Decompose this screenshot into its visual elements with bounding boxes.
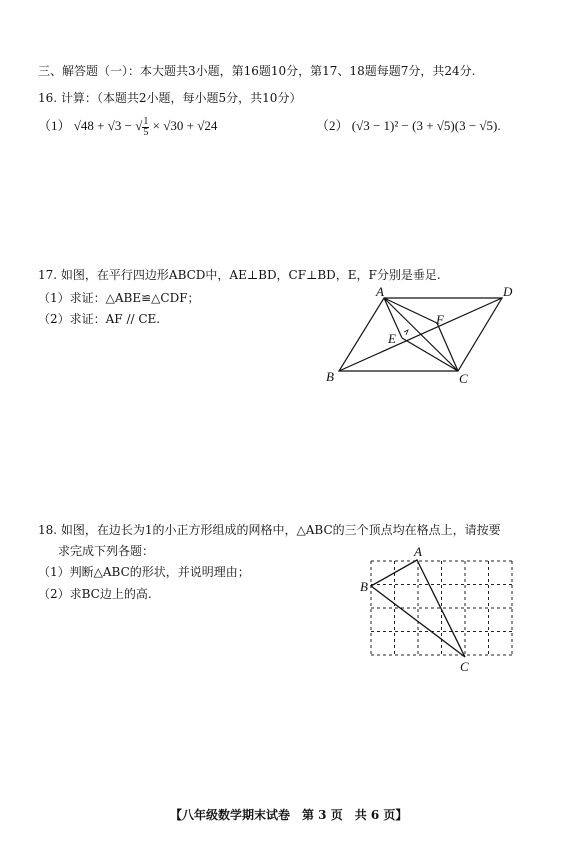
q16-p1-op2: −: [124, 118, 132, 133]
q16-p2-label: （2）: [316, 118, 349, 133]
grid-label-c: C: [460, 659, 469, 674]
label-c: C: [459, 371, 468, 386]
label-d: D: [503, 284, 513, 299]
grid-label-a: A: [414, 544, 422, 559]
label-e: E: [388, 331, 396, 346]
page-footer: 【八年级数学期末试卷 第 3 页 共 6 页】: [170, 808, 408, 822]
segment-af: [384, 298, 437, 323]
q16-p1-sqrt-frac: √ $\frac{1}{5}$: [135, 115, 149, 138]
q16-part2: [316, 115, 501, 134]
q18-title: 18. 如图，在边长为1的小正方形组成的网格中，△ABC的三个顶点均在格点上，请按要: [38, 523, 501, 537]
q16-p2-expr: (√3 − 1)² − (3 + √5)(3 − √5).: [351, 118, 501, 133]
grid-lines: [371, 561, 512, 655]
triangle-abc: [371, 560, 465, 657]
q17-part2: （2）求证：AF // CE.: [38, 312, 161, 326]
q18-title-cont: 求完成下列各题：: [58, 544, 155, 558]
q16-p1-op1: +: [97, 118, 105, 133]
fraction-denominator: 5: [143, 126, 149, 138]
diagonal-ac: [384, 298, 458, 371]
q16-p1-term3: √30: [163, 118, 184, 133]
right-angle-mark: [404, 330, 408, 335]
q16-title: 16. 计算：（本题共2小题，每小题5分，共10分）: [38, 91, 302, 105]
section-header: 三、解答题（一）：本大题共3小题，第16题10分，第17、18题每题7分，共24分.: [38, 64, 476, 78]
q16-p1-op3: ×: [152, 118, 160, 133]
q17-title: 17. 如图，在平行四边形ABCD中，AE⊥BD，CF⊥BD，E，F分别是垂足.: [38, 268, 441, 282]
grid-label-b: B: [360, 579, 368, 594]
segment-ce: [402, 338, 458, 371]
q16-p1-term1: √48: [73, 118, 94, 133]
segment-ae: [384, 298, 402, 338]
label-f: F: [436, 312, 444, 327]
fraction: [142, 117, 149, 138]
segment-cf: [437, 323, 458, 371]
q16-part1: [38, 115, 217, 138]
q18-part2: （2）求BC边上的高.: [38, 587, 152, 601]
q16-p1-term4: √24: [197, 118, 218, 133]
q18-part1: （1）判断△ABC的形状，并说明理由；: [38, 565, 250, 579]
diagonal-bd: [339, 298, 502, 371]
q17-part1: （1）求证：△ABE≌△CDF；: [38, 291, 200, 305]
label-b: B: [326, 369, 334, 384]
parallelogram-abcd: [339, 298, 502, 371]
q16-p1-op4: +: [186, 118, 194, 133]
label-a: A: [376, 284, 384, 299]
q16-p1-term2: √3: [107, 118, 122, 133]
fraction-numerator: 1: [143, 115, 149, 127]
q16-p1-label: （1）: [38, 118, 71, 133]
